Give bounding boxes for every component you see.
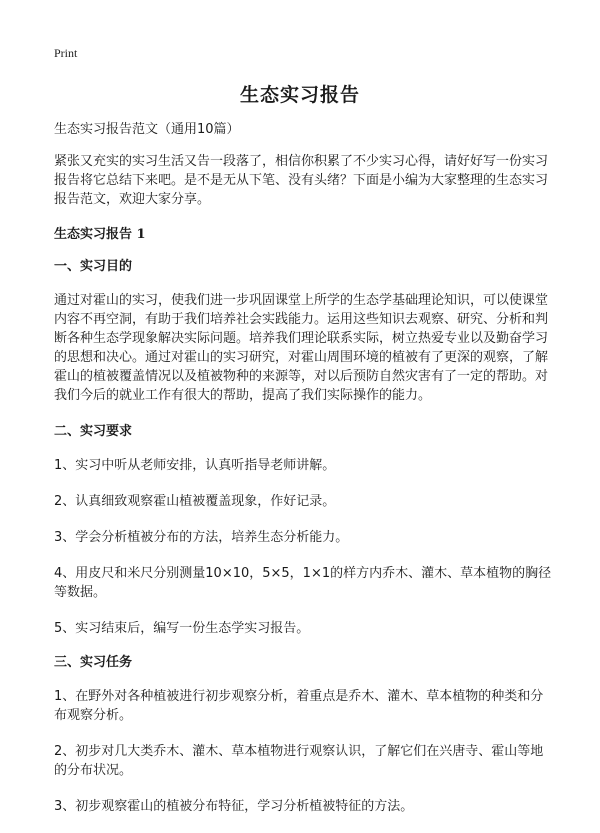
section-heading-purpose: 一、实习目的 xyxy=(54,259,133,274)
page-title: 生态实习报告 xyxy=(239,84,360,106)
purpose-paragraph: 通过对霍山的实习，使我们进一步巩固课堂上所学的生态学基础理论知识，可以使课堂内容不再空洞，有助于我们培养社会实践能力。运用这些知识去观察、研究、分析和判断各种生态学现象解决实际问题。培养我们理论联系实际，树立热爱专业以及勤奋学习的思想和决心。通过对霍山的实习研究，对霍山周围环境的植被有了更深的观察，了解霍山的植被覆盖情况以及植被物种的来源等，对以后预防自然灾害有了一定的帮助。对我们今后的就业工作有很大的帮助，提高了我们实际操作的能力。 xyxy=(54,293,549,403)
section-heading-tasks: 三、实习任务 xyxy=(54,655,133,670)
document-body xyxy=(54,120,554,833)
requirement-item: 2、认真细致观察霍山植被覆盖现象，作好记录。 xyxy=(54,494,336,509)
task-item: 2、初步对几大类乔木、灌木、草本植物进行观察认识，了解它们在兴唐寺、霍山等地的分布状况。 xyxy=(54,744,544,778)
requirement-item: 3、学会分析植被分布的方法，培养生态分析能力。 xyxy=(54,530,349,545)
intro-paragraph: 紧张又充实的实习生活又告一段落了，相信你积累了不少实习心得，请好好写一份实习报告将它总结下来吧。是不是无从下笔、没有头绪？下面是小编为大家整理的生态实习报告范文，欢迎大家分享。 xyxy=(54,154,549,207)
print-link[interactable]: Print xyxy=(54,46,78,60)
task-item: 1、在野外对各种植被进行初步观察分析，着重点是乔木、灌木、草本植物的种类和分布观察分析。 xyxy=(54,689,544,723)
report-heading: 生态实习报告 1 xyxy=(54,227,146,242)
requirement-item: 5、实习结束后，编写一份生态学实习报告。 xyxy=(54,621,310,636)
requirement-item: 4、用皮尺和米尺分别测量10×10，5×5，1×1的样方内乔木、灌木、草本植物的胸径等数据。 xyxy=(54,566,552,600)
section-heading-requirements: 二、实习要求 xyxy=(54,424,133,439)
requirement-item: 1、实习中听从老师安排，认真听指导老师讲解。 xyxy=(54,458,336,473)
task-item: 3、初步观察霍山的植被分布特征，学习分析植被特征的方法。 xyxy=(54,799,414,814)
document-subtitle: 生态实习报告范文（通用10篇） xyxy=(54,122,240,137)
